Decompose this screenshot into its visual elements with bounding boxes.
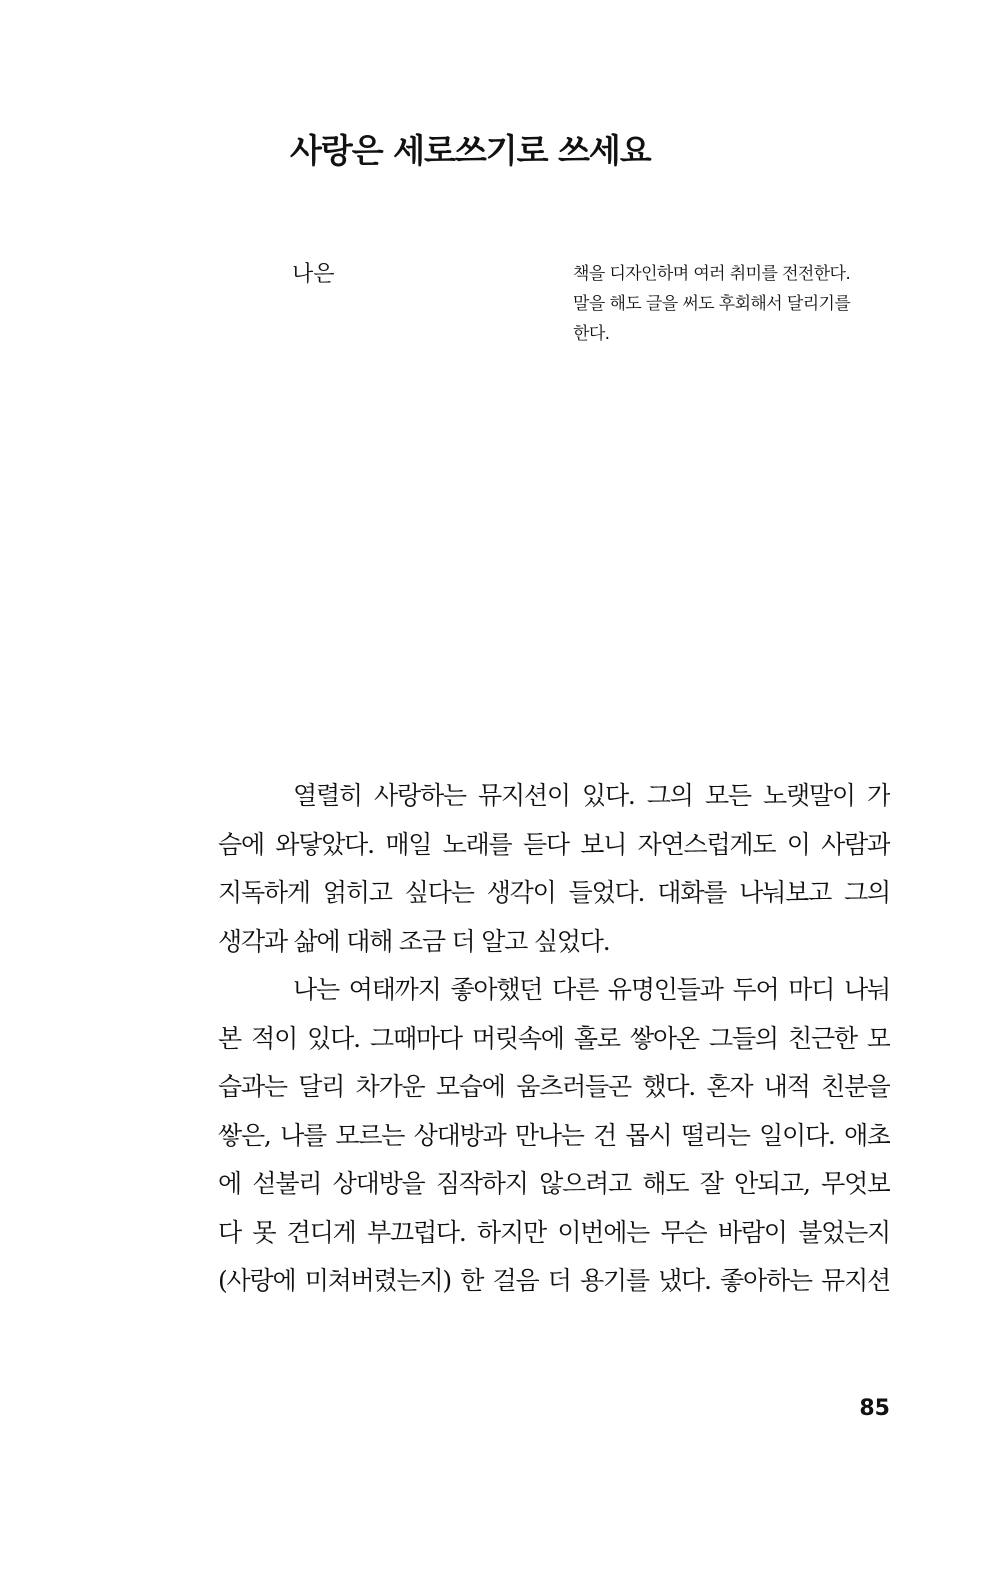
chapter-title: 사랑은 세로쓰기로 쓰세요 [290, 131, 651, 170]
paragraph-2-line-6: 다 못 견디게 부끄럽다. 하지만 이번에는 무슨 바람이 불었는지 [218, 1217, 890, 1247]
author-name: 나은 [292, 262, 335, 287]
paragraph-2-line-2: 본 적이 있다. 그때마다 머릿속에 홀로 쌓아온 그들의 친근한 모 [218, 1023, 890, 1053]
paragraph-1-line-1: 열렬히 사랑하는 뮤지션이 있다. 그의 모든 노랫말이 가 [293, 781, 890, 810]
body-text [218, 772, 890, 1306]
page-number: 85 [859, 1396, 890, 1421]
paragraph-2-line-5: 에 섣불리 상대방을 짐작하지 않으려고 해도 잘 안되고, 무엇보 [218, 1169, 890, 1198]
paragraph-2-line-4: 쌓은, 나를 모르는 상대방과 만나는 건 몹시 떨리는 일이다. 애초 [218, 1120, 890, 1150]
paragraph-2-line-7: (사랑에 미쳐버렸는지) 한 걸음 더 용기를 냈다. 좋아하는 뮤지션 [218, 1266, 890, 1295]
paragraph-1-line-2: 슴에 와닿았다. 매일 노래를 듣다 보니 자연스럽게도 이 사람과 [218, 829, 890, 859]
paragraph-1-line-3: 지독하게 얽히고 싶다는 생각이 들었다. 대화를 나눠보고 그의 [218, 878, 890, 907]
paragraph-2-line-1: 나는 여태까지 좋아했던 다른 유명인들과 두어 마디 나눠 [293, 975, 890, 1004]
paragraph-2-line-3: 습과는 달리 차가운 모습에 움츠러들곤 했다. 혼자 내적 친분을 [218, 1072, 890, 1101]
author-bio-line: 말을 해도 글을 써도 후회해서 달리기를 [573, 294, 851, 314]
author-bio-line: 한다. [573, 324, 610, 344]
author-bio [573, 259, 903, 349]
paragraph-1-line-4: 생각과 삶에 대해 조금 더 알고 싶었다. [218, 926, 610, 956]
author-bio-line: 책을 디자인하며 여러 취미를 전전한다. [573, 264, 851, 284]
